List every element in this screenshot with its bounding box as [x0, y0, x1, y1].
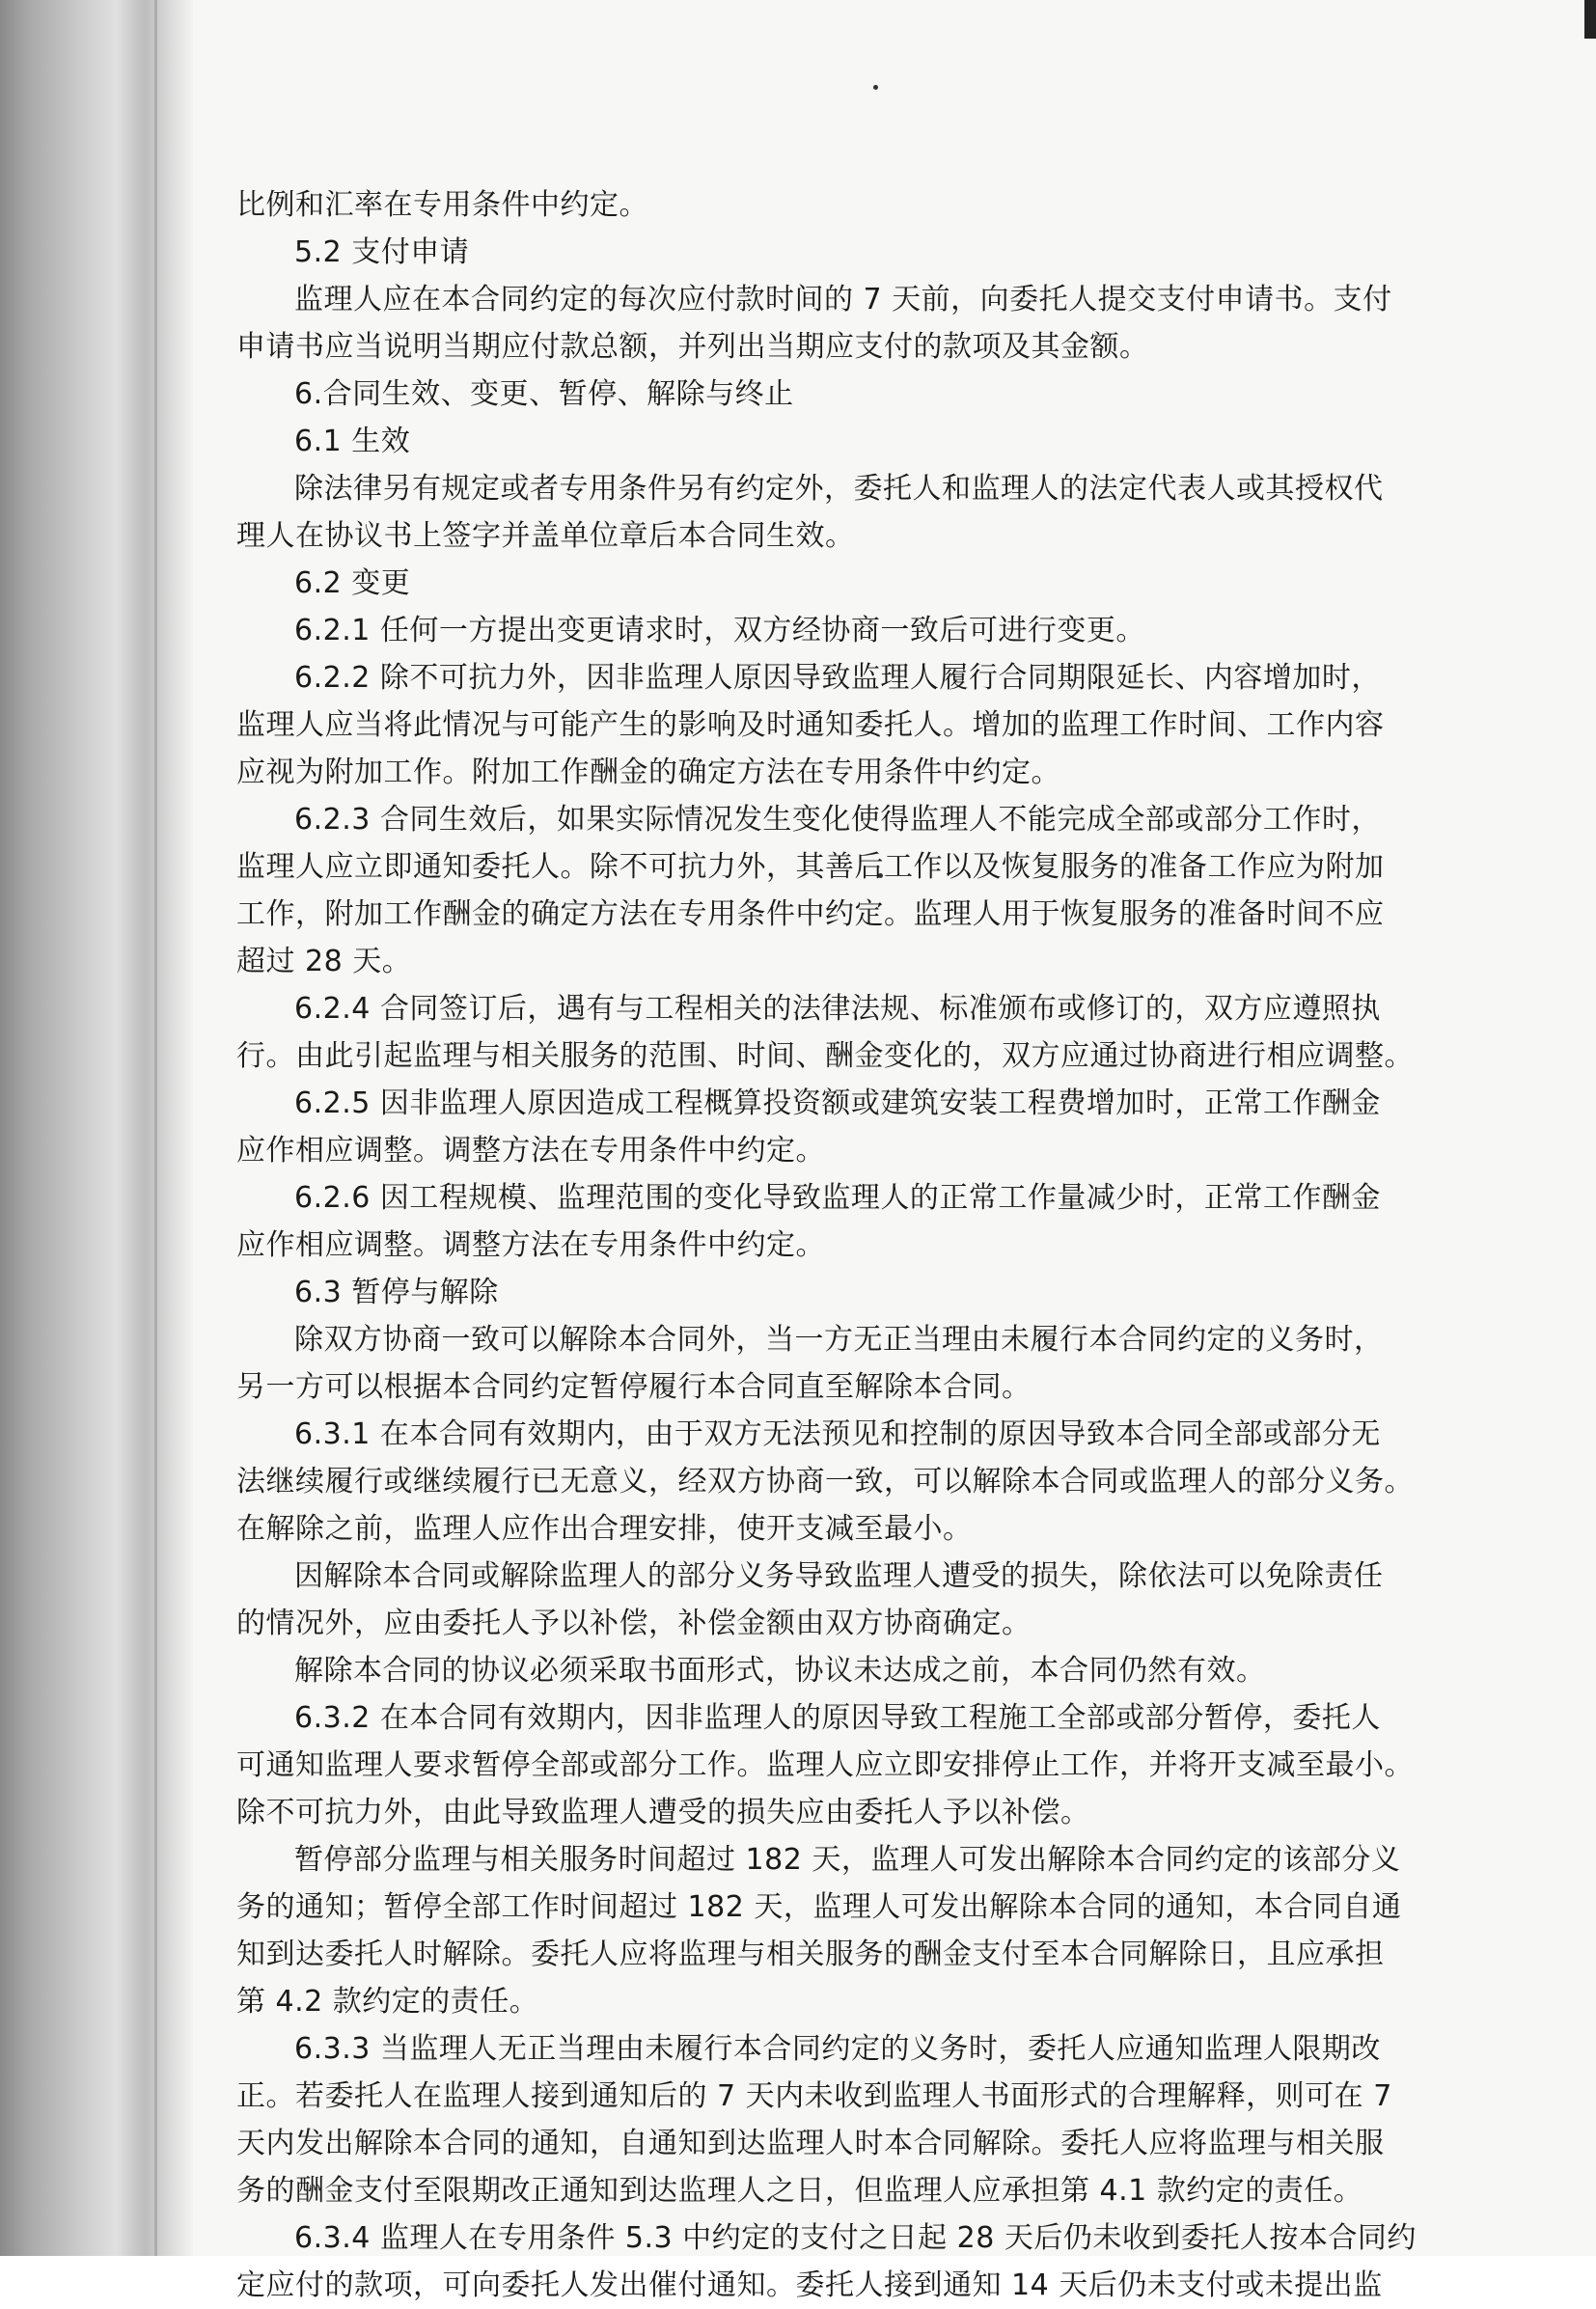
binding-shadow [0, 0, 193, 2256]
text-line: 第 4.2 款约定的责任。 [236, 1985, 539, 2019]
text-line: 监理人应立即通知委托人。除不可抗力外，其善后工作以及恢复服务的准备工作应为附加 [236, 850, 1385, 884]
text-line: 可通知监理人要求暂停全部或部分工作。监理人应立即安排停止工作，并将开支减至最小。 [236, 1748, 1414, 1782]
text-line: 法继续履行或继续履行已无意义，经双方协商一致，可以解除本合同或监理人的部分义务。 [236, 1465, 1414, 1498]
text-line: 工作，附加工作酬金的确定方法在专用条件中约定。监理人用于恢复服务的准备时间不应 [236, 897, 1385, 931]
text-line: 监理人应当将此情况与可能产生的影响及时通知委托人。增加的监理工作时间、工作内容 [236, 708, 1385, 742]
text-line: 6.2.4 合同签订后，遇有与工程相关的法律法规、标准颁布或修订的，双方应遵照执 [294, 992, 1381, 1026]
text-line: 务的通知；暂停全部工作时间超过 182 天，监理人可发出解除本合同的通知，本合同自通 [236, 1890, 1402, 1924]
scan-speck [873, 85, 878, 90]
text-line: 6.3 暂停与解除 [294, 1276, 499, 1309]
text-line: 行。由此引起监理与相关服务的范围、时间、酬金变化的，双方应通过协商进行相应调整。 [236, 1039, 1414, 1073]
text-line: 除不可抗力外，由此导致监理人遭受的损失应由委托人予以补偿。 [236, 1796, 1090, 1829]
text-line: 6.3.1 在本合同有效期内，由于双方无法预见和控制的原因导致本合同全部或部分无 [294, 1417, 1381, 1451]
text-line: 6.3.2 在本合同有效期内，因非监理人的原因导致工程施工全部或部分暂停，委托人 [294, 1701, 1381, 1735]
scan-edge-mark [1584, 0, 1596, 39]
text-line: 除法律另有规定或者专用条件另有约定外，委托人和监理人的法定代表人或其授权代 [294, 472, 1384, 506]
text-line: 定应付的款项，可向委托人发出催付通知。委托人接到通知 14 天后仍未支付或未提出监 [236, 2268, 1383, 2302]
text-line: 6.3.4 监理人在专用条件 5.3 中约定的支付之日起 28 天后仍未收到委托人按本合同约 [294, 2221, 1417, 2255]
text-line: 理人在协议书上签字并盖单位章后本合同生效。 [236, 519, 855, 553]
text-line: 在解除之前，监理人应作出合理安排，使开支减至最小。 [236, 1512, 973, 1546]
text-line: 6.2.5 因非监理人原因造成工程概算投资额或建筑安装工程费增加时，正常工作酬金 [294, 1086, 1381, 1120]
text-line: 6.2 变更 [294, 566, 411, 600]
text-line: 应作相应调整。调整方法在专用条件中约定。 [236, 1134, 825, 1168]
text-line: 6.2.2 除不可抗力外，因非监理人原因导致监理人履行合同期限延长、内容增加时， [294, 661, 1381, 695]
text-line: 5.2 支付申请 [294, 235, 470, 269]
text-line: 超过 28 天。 [236, 945, 412, 978]
text-line: 的情况外，应由委托人予以补偿，补偿金额由双方协商确定。 [236, 1607, 1032, 1640]
text-line: 6.1 生效 [294, 425, 411, 458]
text-line: 6.2.3 合同生效后，如果实际情况发生变化使得监理人不能完成全部或部分工作时， [294, 803, 1381, 837]
text-line: 暂停部分监理与相关服务时间超过 182 天，监理人可发出解除本合同约定的该部分义 [294, 1843, 1401, 1877]
text-line: 除双方协商一致可以解除本合同外，当一方无正当理由未履行本合同约定的义务时， [294, 1323, 1384, 1357]
binding-fold-line [154, 0, 157, 2256]
text-line: 务的酬金支付至限期改正通知到达监理人之日，但监理人应承担第 4.1 款约定的责任。 [236, 2174, 1363, 2208]
document-body [236, 181, 1491, 2309]
text-line: 6.2.6 因工程规模、监理范围的变化导致监理人的正常工作量减少时，正常工作酬金 [294, 1181, 1381, 1215]
text-line: 应作相应调整。调整方法在专用条件中约定。 [236, 1228, 825, 1262]
text-line: 天内发出解除本合同的通知，自通知到达监理人时本合同解除。委托人应将监理与相关服 [236, 2127, 1385, 2160]
text-line: 6.合同生效、变更、暂停、解除与终止 [294, 377, 794, 411]
text-line: 应视为附加工作。附加工作酬金的确定方法在专用条件中约定。 [236, 756, 1060, 789]
text-line: 监理人应在本合同约定的每次应付款时间的 7 天前，向委托人提交支付申请书。支付 [294, 283, 1392, 316]
text-line: 另一方可以根据本合同约定暂停履行本合同直至解除本合同。 [236, 1370, 1032, 1404]
text-line: 正。若委托人在监理人接到通知后的 7 天内未收到监理人书面形式的合理解释，则可在 7 [236, 2079, 1392, 2113]
text-line: 6.3.3 当监理人无正当理由未履行本合同约定的义务时，委托人应通知监理人限期改 [294, 2032, 1381, 2066]
text-line: 6.2.1 任何一方提出变更请求时，双方经协商一致后可进行变更。 [294, 614, 1145, 647]
text-line: 知到达委托人时解除。委托人应将监理与相关服务的酬金支付至本合同解除日，且应承担 [236, 1938, 1385, 1971]
text-line: 申请书应当说明当期应付款总额，并列出当期应支付的款项及其金额。 [236, 330, 1149, 364]
text-line: 比例和汇率在专用条件中约定。 [236, 188, 648, 222]
text-line: 解除本合同的协议必须采取书面形式，协议未达成之前，本合同仍然有效。 [294, 1654, 1266, 1688]
text-line: 因解除本合同或解除监理人的部分义务导致监理人遭受的损失，除依法可以免除责任 [294, 1559, 1384, 1593]
